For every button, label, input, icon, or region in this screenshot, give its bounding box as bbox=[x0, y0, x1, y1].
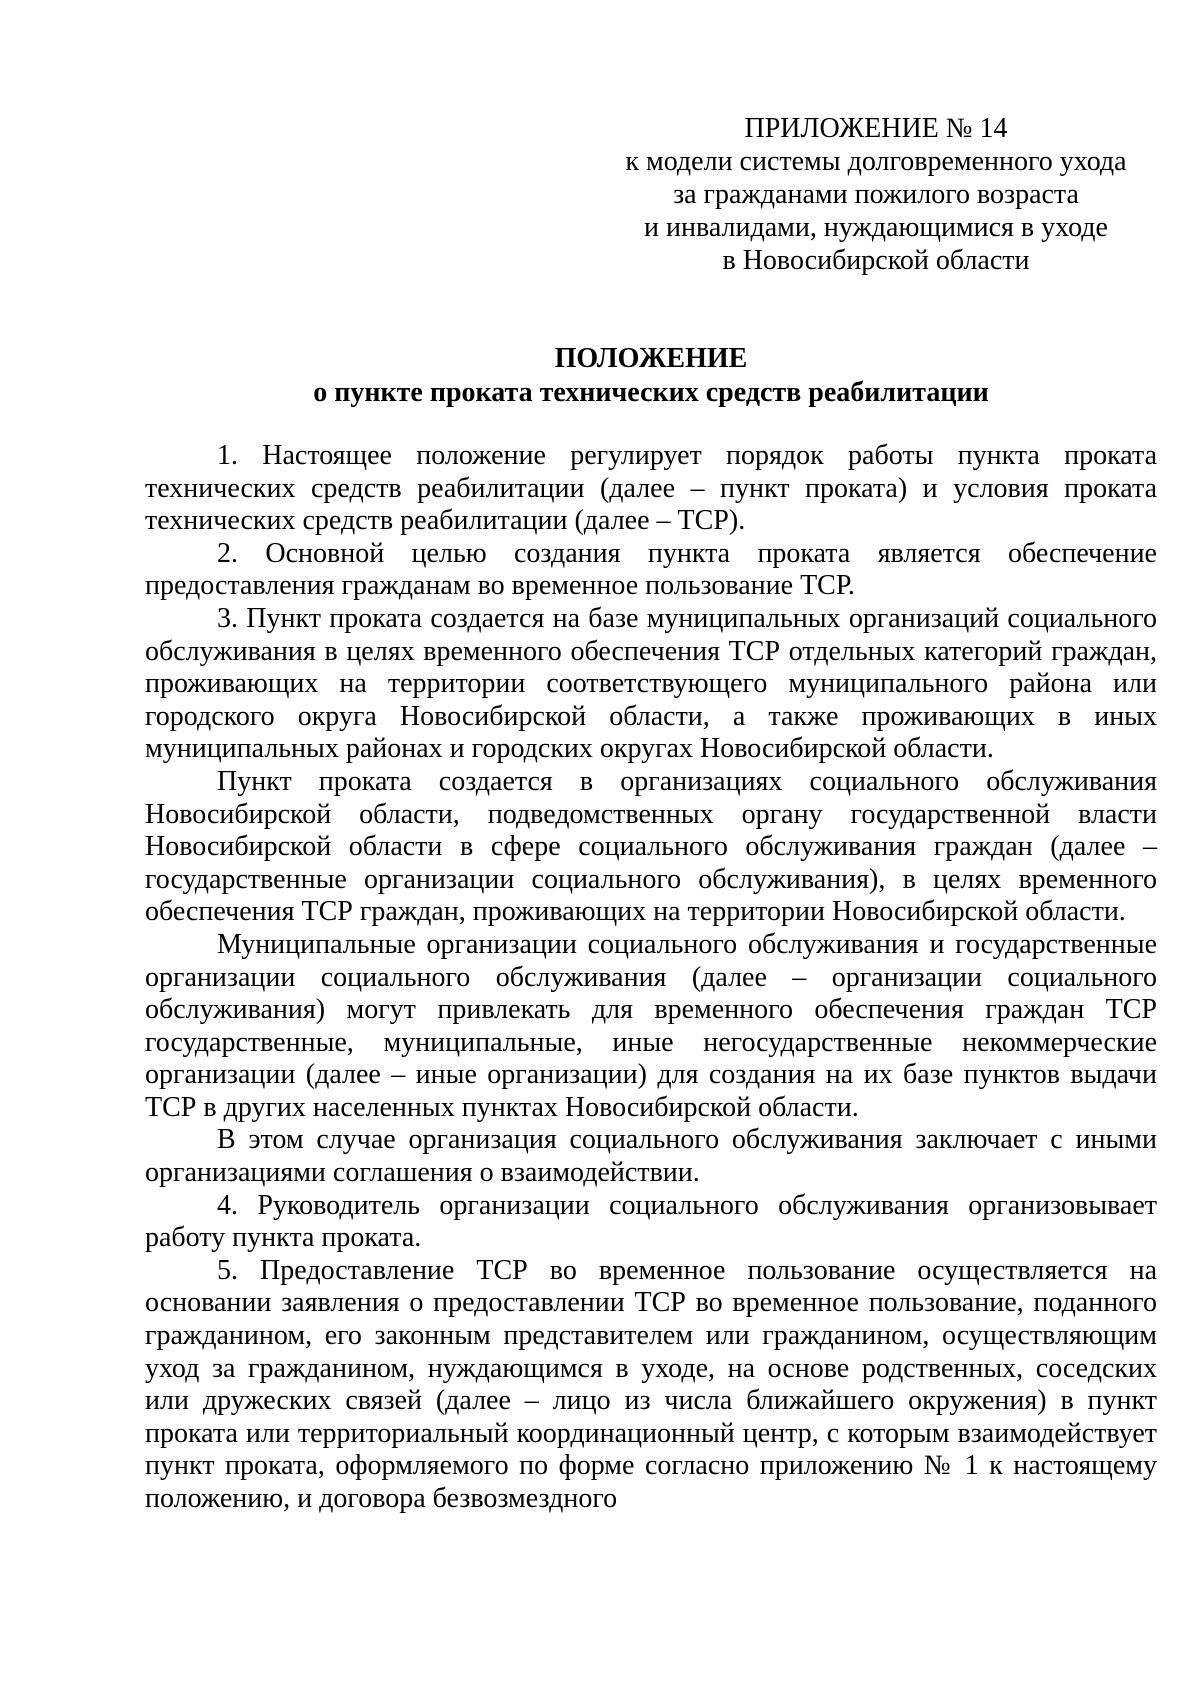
appendix-line: и инвалидами, нуждающимися в уходе bbox=[644, 212, 1108, 243]
paragraph-1: 1. Настоящее положение регулирует порядок работы пункта проката технических средств реабилитации (далее – пункт проката) и условия проката технических средств реабилитации (далее – ТСР). bbox=[145, 440, 1157, 537]
appendix-line: к модели системы долговременного ухода bbox=[625, 146, 1127, 177]
paragraph-3-part-3: Муниципальные организации социального обслуживания и государственные организации социального обслуживания (далее – организации социального обслуживания) могут привлекать для временного обеспечения граждан ТСР государственные, муниципальные, иные негосударственные некоммерческие организации (далее – иные организации) для создания на их базе пунктов выдачи ТСР в других населенных пунктах Новосибирской области. bbox=[145, 928, 1157, 1123]
appendix-header bbox=[596, 112, 1156, 277]
paragraph-3-part-4: В этом случае организация социального обслуживания заключает с иными организациями соглашения о взаимодействии. bbox=[145, 1124, 1157, 1189]
appendix-line: за гражданами пожилого возраста bbox=[673, 179, 1079, 210]
appendix-number: ПРИЛОЖЕНИЕ № 14 bbox=[744, 113, 1008, 144]
paragraph-5: 5. Предоставление ТСР во временное пользование осуществляется на основании заявления о предоставлении ТСР во временное пользование, поданного гражданином, его законным представителем или гражданином, осуществляющим уход за гражданином, нуждающимся в уходе, на основе родственных, соседских или дружеских связей (далее – лицо из числа ближайшего окружения) в пункт проката или территориальный координационный центр, с которым взаимодействует пункт проката, оформляемого по форме согласно приложению № 1 к настоящему положению, и договора безвозмездного bbox=[145, 1254, 1157, 1514]
document-subtitle: о пункте проката технических средств реабилитации bbox=[313, 377, 989, 408]
document-title-block bbox=[145, 342, 1157, 410]
paragraph-3-part-2: Пункт проката создается в организациях социального обслуживания Новосибирской области, подведомственных органу государственной власти Новосибирской области в сфере социального обслуживания граждан (далее – государственные организации социального обслуживания), в целях временного обеспечения ТСР граждан, проживающих на территории Новосибирской области. bbox=[145, 765, 1157, 928]
document-title: ПОЛОЖЕНИЕ bbox=[554, 343, 748, 374]
appendix-line: в Новосибирской области bbox=[722, 245, 1030, 276]
paragraph-2: 2. Основной целью создания пункта проката является обеспечение предоставления гражданам во временное пользование ТСР. bbox=[145, 537, 1157, 602]
document-body bbox=[145, 440, 1157, 1516]
paragraph-3: 3. Пункт проката создается на базе муниципальных организаций социального обслуживания в целях временного обеспечения ТСР отдельных категорий граждан, проживающих на территории соответствующего муниципального района или городского округа Новосибирской области, а также проживающих в иных муниципальных районах и городских округах Новосибирской области. bbox=[145, 602, 1157, 765]
paragraph-4: 4. Руководитель организации социального обслуживания организовывает работу пункта проката. bbox=[145, 1189, 1157, 1254]
